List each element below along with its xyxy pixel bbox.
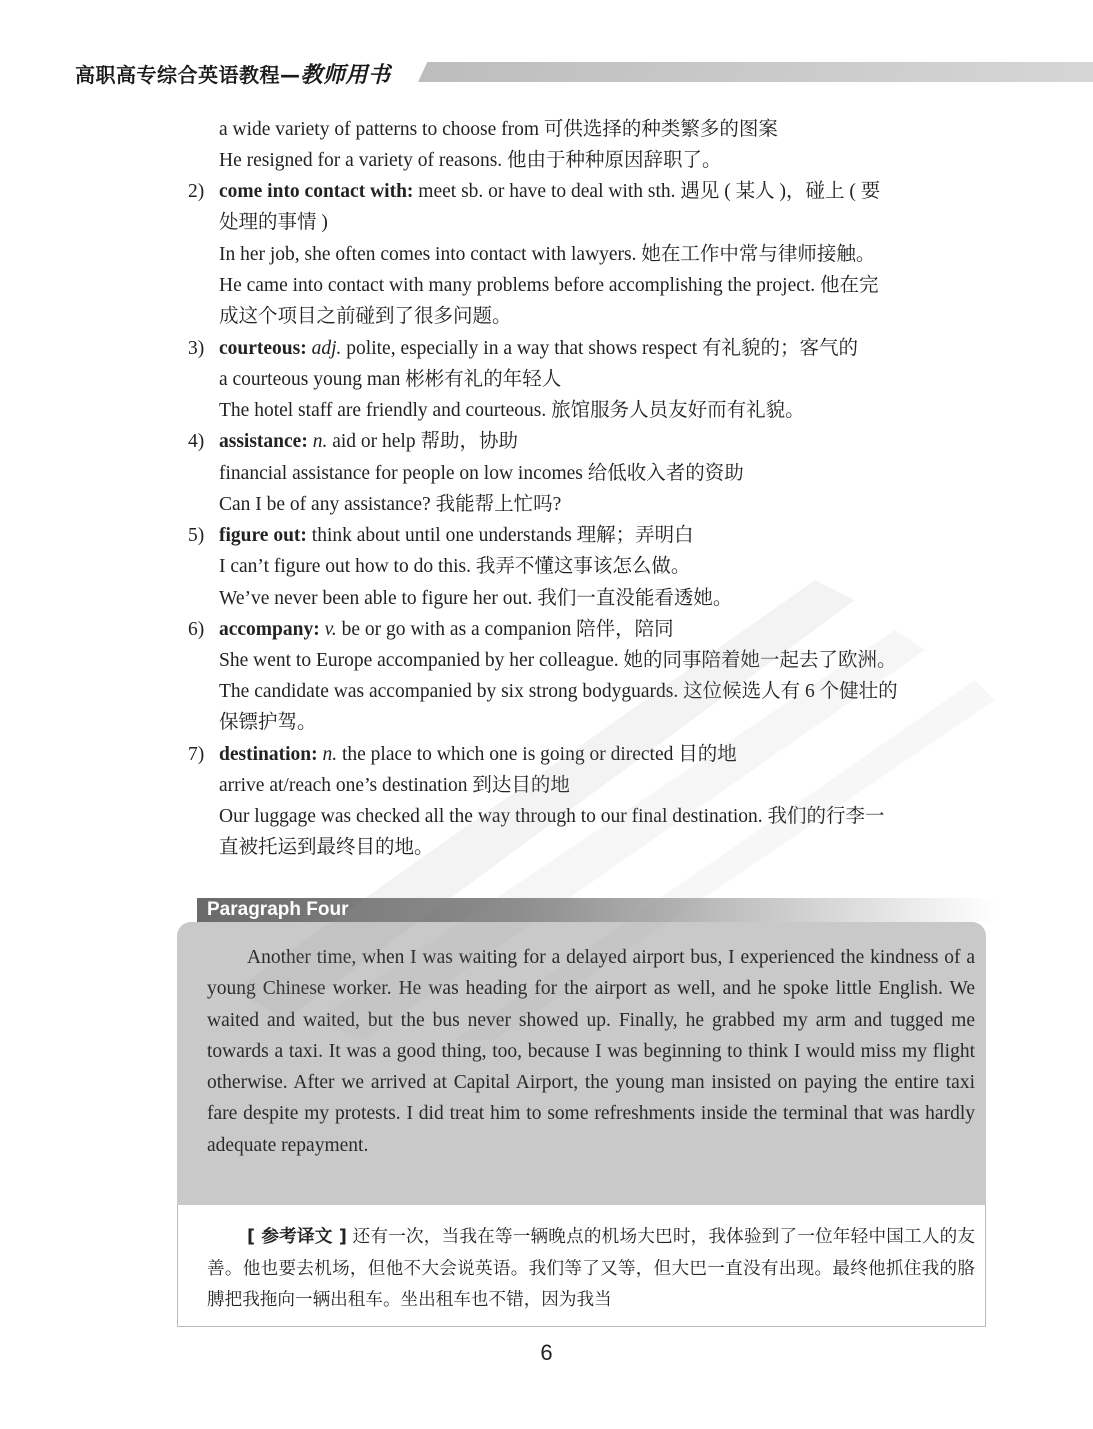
vocab-definition: be or go with as a companion 陪伴，陪同 [336,619,674,640]
part-of-speech: adj. [311,338,342,359]
example-line: a wide variety of patterns to choose from 可供选择的种类繁多的图案 [219,119,778,140]
vocab-definition: polite, especially in a way that shows respect 有礼貌的；客气的 [341,338,859,359]
example-line: I can’t figure out how to do this. 我弄不懂这事该怎么做。 [219,556,691,577]
translation-tag: [ 参考译文 ] [247,1227,347,1247]
example-line: arrive at/reach one’s destination 到达目的地 [219,775,570,796]
vocab-definition: think about until one understands 理解；弄明白 [306,525,694,546]
section-label: Paragraph Four [207,899,349,920]
example-line: 成这个项目之前碰到了很多问题。 [219,306,512,327]
example-line: Can I be of any assistance? 我能帮上忙吗? [219,494,562,515]
example-line: She went to Europe accompanied by her colleague. 她的同事陪着她一起去了欧洲。 [219,650,897,671]
vocab-entry [219,426,518,457]
example-line: We’ve never been able to figure her out. 我们一直没能看透她。 [219,588,733,609]
vocab-definition: meet sb. or have to deal with sth. 遇见 ( 某人 )，碰上 ( 要 [413,181,881,202]
vocab-term: come into contact with: [219,181,414,202]
vocab-entry [219,333,858,364]
vocab-term: destination: [219,744,318,765]
vocab-term: accompany: [219,619,320,640]
item-number: 7) [188,744,205,765]
item-number: 4) [188,431,205,452]
example-line: financial assistance for people on low incomes 给低收入者的资助 [219,463,744,484]
part-of-speech: n. [312,431,328,452]
vocab-term: figure out: [219,525,307,546]
item-number: 2) [188,181,205,202]
item-number: 5) [188,525,205,546]
translation-text [207,1222,975,1317]
example-line: 保镖护驾。 [219,712,317,733]
example-line: a courteous young man 彬彬有礼的年轻人 [219,369,562,390]
title-dash: — [280,63,301,87]
part-of-speech: n. [322,744,338,765]
book-title-main: 高职高专综合英语教程 [75,63,280,87]
vocab-term: courteous: [219,338,307,359]
vocab-definition: aid or help 帮助，协助 [327,431,518,452]
example-line: The candidate was accompanied by six strong bodyguards. 这位候选人有 6 个健壮的 [219,681,898,702]
example-line: He came into contact with many problems before accomplishing the project. 他在完 [219,275,879,296]
item-number: 3) [188,338,205,359]
example-line: Our luggage was checked all the way through to our final destination. 我们的行李一 [219,806,885,827]
paragraph-text: Another time, when I was waiting for a delayed airport bus, I experienced the kindness of a young Chinese worker. He was heading for the airport as well, and he spoke little English. We waited and waited, but the bus never showed up. Finally, he grabbed my arm and tugged me towards a taxi. It was a good thing, too, because I was beginning to think I would miss my flight otherwise. After we arrived at Capital Airport, the young man insisted on paying the entire taxi fare despite my protests. I did treat him to some refreshments inside the terminal that was hardly adequate repayment. [207,947,975,1156]
part-of-speech: v. [324,619,337,640]
page-number: 6 [540,1340,553,1365]
book-title [75,58,391,89]
vocab-entry [219,614,674,645]
vocab-definition: the place to which one is going or directed 目的地 [337,744,737,765]
item-number: 6) [188,619,205,640]
book-subtitle: 教师用书 [300,63,391,88]
vocab-entry [219,176,880,207]
vocab-term: assistance: [219,431,308,452]
header-bar [418,62,1093,82]
example-line: In her job, she often comes into contact with lawyers. 她在工作中常与律师接触。 [219,244,876,265]
definition-line: 处理的事情 ) [219,212,328,233]
example-line: 直被托运到最终目的地。 [219,837,434,858]
vocab-entry [219,739,737,770]
example-line: He resigned for a variety of reasons. 他由于种种原因辞职了。 [219,150,722,171]
vocab-entry [219,520,694,551]
page-header [0,58,1093,86]
translation-body: 还有一次，当我在等一辆晚点的机场大巴时，我体验到了一位年轻中国工人的友善。他也要去机场，但他不大会说英语。我们等了又等，但大巴一直没有出现。最终他抓住我的胳膊把我拖向一辆出租车。坐出租车也不错，因为我当 [207,1227,975,1310]
example-line: The hotel staff are friendly and courteous. 旅馆服务人员友好而有礼貌。 [219,400,805,421]
